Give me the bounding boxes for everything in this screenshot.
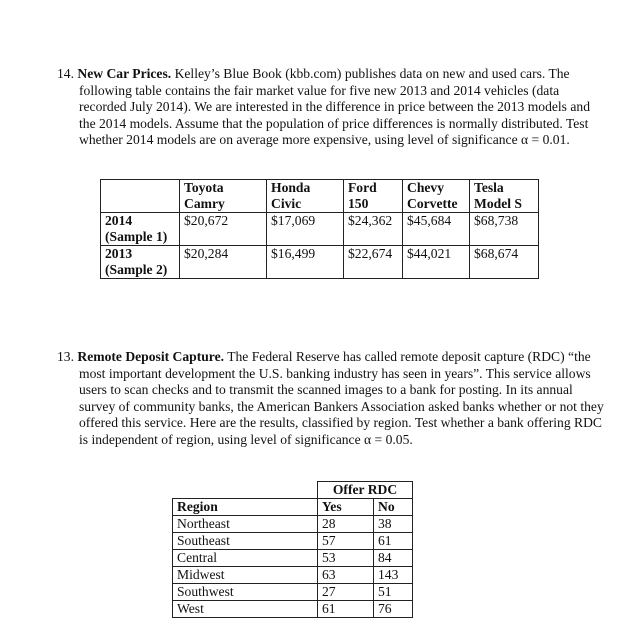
yes-cell: 28	[318, 516, 374, 533]
price-cell: $68,674	[470, 246, 539, 279]
price-cell: $44,021	[403, 246, 470, 279]
car-prices-table	[100, 179, 539, 279]
no-cell: 51	[374, 584, 413, 601]
problem-13	[57, 349, 605, 448]
price-cell: $24,362	[344, 213, 403, 246]
yes-cell: 61	[318, 601, 374, 618]
region-cell: Northeast	[173, 516, 318, 533]
problem-13-text: The Federal Reserve has called remote deposit capture (RDC) “the most important development the U.S. banking industry has seen in years”. This service allows users to scan checks and to transmit the scanned images to a bank for posting. In its annual survey of community banks, the American Bankers Association asked banks whether or not they offered this service. Here are the results, classified by region. Test whether a bank offering RDC is independent of region, using level of significance α = 0.05.	[79, 349, 604, 447]
rdc-empty-corner	[173, 482, 318, 499]
no-cell: 84	[374, 550, 413, 567]
region-header: Region	[173, 499, 318, 516]
table-row	[101, 213, 539, 246]
rdc-table	[172, 481, 413, 618]
row-label: 2014 (Sample 1)	[101, 213, 180, 246]
problem-14-title: New Car Prices.	[77, 66, 172, 81]
table-row	[173, 601, 413, 618]
yes-cell: 53	[318, 550, 374, 567]
rdc-header-row	[173, 499, 413, 516]
problem-13-number: 13.	[57, 349, 74, 364]
car-table-header-row	[101, 180, 539, 213]
problem-13-paragraph	[57, 349, 605, 448]
yes-cell: 27	[318, 584, 374, 601]
problem-14-number: 14.	[57, 66, 74, 81]
table-row	[101, 246, 539, 279]
no-cell: 61	[374, 533, 413, 550]
price-cell: $68,738	[470, 213, 539, 246]
problem-14-paragraph	[57, 66, 605, 149]
problem-14	[57, 66, 605, 149]
yes-cell: 57	[318, 533, 374, 550]
table-row	[173, 584, 413, 601]
car-table-header: Honda Civic	[267, 180, 344, 213]
region-cell: West	[173, 601, 318, 618]
car-table-corner	[101, 180, 180, 213]
price-cell: $16,499	[267, 246, 344, 279]
problem-13-title: Remote Deposit Capture.	[77, 349, 225, 364]
row-label: 2013 (Sample 2)	[101, 246, 180, 279]
price-cell: $22,674	[344, 246, 403, 279]
no-cell: 76	[374, 601, 413, 618]
region-cell: Midwest	[173, 567, 318, 584]
no-cell: 143	[374, 567, 413, 584]
region-cell: Central	[173, 550, 318, 567]
car-table-header: Toyota Camry	[180, 180, 267, 213]
rdc-group-header-row	[173, 482, 413, 499]
no-header: No	[374, 499, 413, 516]
table-row	[173, 567, 413, 584]
table-row	[173, 533, 413, 550]
region-cell: Southeast	[173, 533, 318, 550]
region-cell: Southwest	[173, 584, 318, 601]
price-cell: $45,684	[403, 213, 470, 246]
car-table-header: Ford 150	[344, 180, 403, 213]
car-table-header: Chevy Corvette	[403, 180, 470, 213]
yes-cell: 63	[318, 567, 374, 584]
offer-rdc-header: Offer RDC	[318, 482, 413, 499]
price-cell: $20,284	[180, 246, 267, 279]
price-cell: $20,672	[180, 213, 267, 246]
car-table-header: Tesla Model S	[470, 180, 539, 213]
no-cell: 38	[374, 516, 413, 533]
yes-header: Yes	[318, 499, 374, 516]
problem-14-text: Kelley’s Blue Book (kbb.com) publishes data on new and used cars. The following table contains the fair market value for five new 2013 and 2014 vehicles (data recorded July 2014). We are interested in the difference in price between the 2013 models and the 2014 models. Assume that the population of price differences is normally distributed. Test whether 2014 models are on average more expensive, using level of significance α = 0.01.	[79, 66, 590, 147]
price-cell: $17,069	[267, 213, 344, 246]
table-row	[173, 550, 413, 567]
table-row	[173, 516, 413, 533]
